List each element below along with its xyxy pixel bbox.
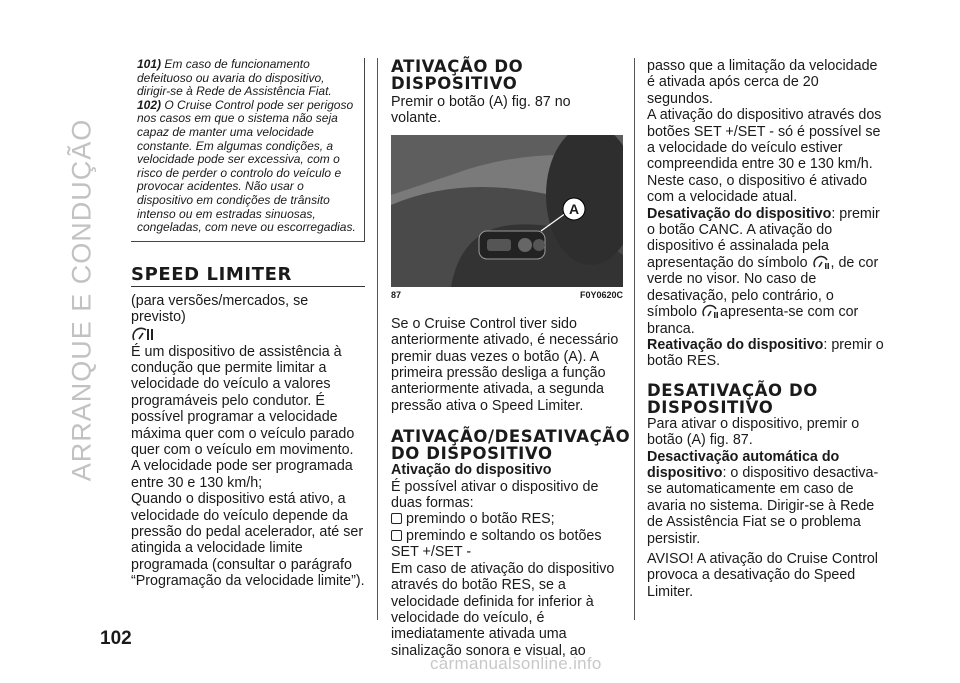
figure-callout-label: A [568, 200, 580, 217]
subheading: Ativação do dispositivo [391, 462, 552, 479]
column-right [647, 58, 887, 600]
list-item: premindo e soltando os botões SET +/SET - [391, 527, 602, 561]
intro-paragraph: É um dispositivo de assistência à condução que permite limitar a velocidade do veículo a valores programáveis pelo condutor. É possível programar a velocidade máxima quer com o veículo parado quer com o veículo em movimento. A velocidade pode ser programada entre 30 e 130 km/h; [131, 343, 355, 491]
note-101: 101) Em caso de funcionamento defeituoso ou avaria do dispositivo, dirigir-se à Rede de Assistência Fiat. [137, 57, 332, 99]
bullet-icon [391, 530, 402, 541]
steering-wheel-photo [391, 135, 623, 287]
warning-paragraph: AVISO! A ativação do Cruise Control provoca a desativação do Speed Limiter. [647, 550, 878, 600]
speed-limiter-symbol-icon [813, 255, 830, 270]
speed-limiter-icon [131, 326, 365, 344]
paragraph: Em caso de ativação do dispositivo através do botão RES, se a velocidade definida for inferior à velocidade do veículo, é imediatamente ativada uma sinalização sonora e visual, ao [391, 560, 615, 659]
figure-number: 87 [391, 289, 402, 300]
bullet-icon [391, 513, 402, 524]
note-102: 102) O Cruise Control pode ser perigoso nos casos em que o sistema não seja capaz de manter uma velocidade constante. Em algumas condições, a velocidade pode ser excessiva, com o risco de perder o controlo do veículo e provocar acidentes. Não usar o dispositivo em condições de trânsito intenso ou em estradas sinuosas, congeladas, com neve ou escorregadias. [137, 97, 356, 235]
section-heading: DESATIVAÇÃO DO DISPOSITIVO [647, 380, 818, 417]
column-divider [377, 58, 378, 620]
versions-note: (para versões/mercados, se previsto) [131, 292, 309, 326]
section-heading: ATIVAÇÃO/DESATIVAÇÃO DO DISPOSITIVO [391, 427, 631, 464]
paragraph: Para ativar o dispositivo, premir o botão (A) fig. 87. [647, 415, 860, 449]
watermark: carmanualsonline.info [430, 654, 602, 673]
figure-caption [391, 290, 623, 300]
section-heading: ATIVAÇÃO DO DISPOSITIVO [391, 57, 524, 93]
column-middle [391, 57, 631, 659]
chapter-side-title: ARRANQUE E CONDUÇÃO [66, 118, 97, 482]
section-heading: SPEED LIMITER [131, 266, 365, 287]
notes-box [131, 58, 365, 242]
auto-deactivation-paragraph: Desactivação automática do dispositivo: o dispositivo desactiva-se automaticamente em caso de avaria no sistema. Dirigir-se à Rede de Assistência Fiat se o problema persistir. [647, 448, 879, 547]
figure-code: F0Y0620C [579, 289, 623, 300]
figure-87 [391, 135, 623, 287]
active-paragraph: Quando o dispositivo está ativo, a velocidade do veículo depende da pressão do pedal acelerador, até ser atingida a velocidade limite programada (consultar o parágrafo “Programação da velocidade limite”). [131, 491, 365, 590]
paragraph: A ativação do dispositivo através dos botões SET +/SET - só é possível se a velocidade do veículo estiver compreendida entre 30 e 130 km/h. Neste caso, o dispositivo é ativado com a velocidade atual. [647, 107, 882, 206]
paragraph: passo que a limitação da velocidade é ativada após cerca de 20 segundos. [647, 58, 878, 107]
reactivation-paragraph: Reativação do dispositivo: premir o botão RES. [647, 336, 884, 370]
column-left [131, 58, 365, 590]
page-number: 102 [100, 628, 132, 649]
paragraph: É possível ativar o dispositivo de duas formas: [391, 478, 599, 512]
list-item: premindo o botão RES; [391, 511, 623, 527]
speed-limiter-symbol-icon [702, 304, 719, 319]
deactivation-paragraph: Desativação do dispositivo: premir o botão CANC. A ativação do dispositivo é assinalada pela apresentação do símbolo , de cor verde no visor. No caso de desativação, pelo contrário, o símbolo apresenta-se com cor branca. [647, 205, 880, 337]
column-divider [634, 58, 635, 620]
paragraph: Premir o botão (A) fig. 87 no volante. [391, 94, 571, 127]
paragraph: Se o Cruise Control tiver sido anteriormente ativado, é necessário premir duas vezes o botão (A). A primeira pressão desliga a função anteriormente ativada, a segunda pressão ativa o Speed Limiter. [391, 315, 619, 414]
